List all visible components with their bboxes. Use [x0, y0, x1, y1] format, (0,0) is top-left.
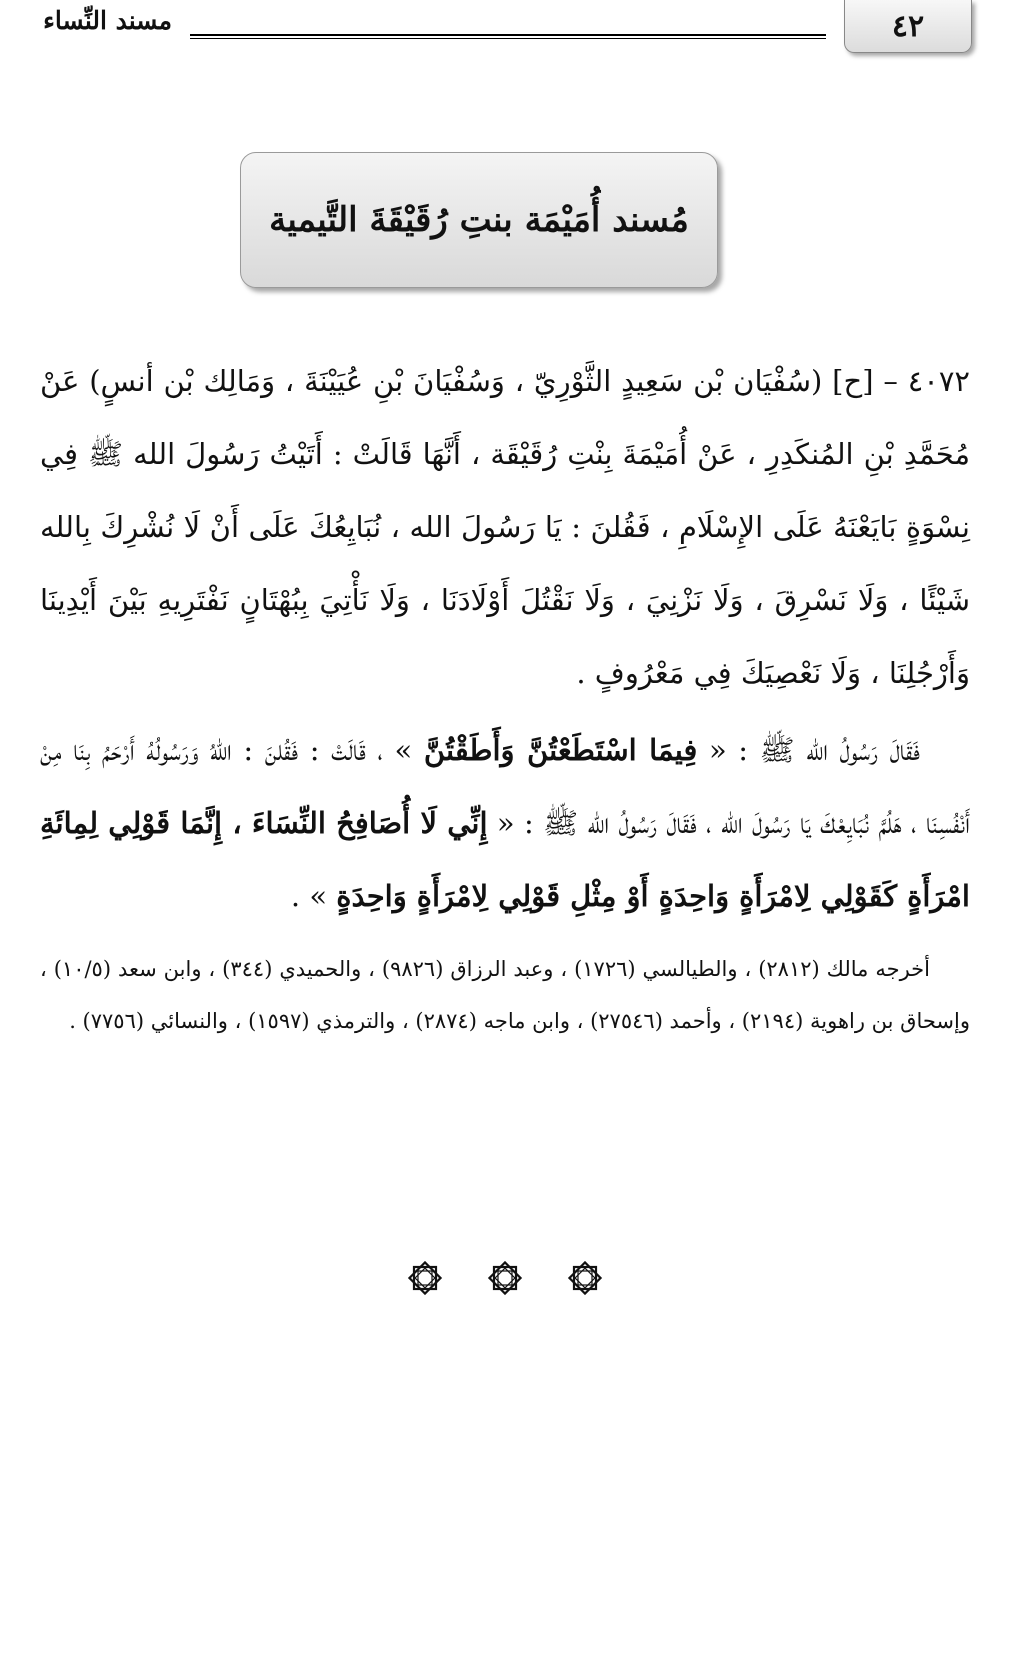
text-run: » ، قَالَتْ : فَقُلنَ : اللهُ وَرَسُولُهُ أَرْحَمُ بِنَا مِنْ أَنْفُسِنَا ، هَلُمَّ نُبَايِعْكَ يَا رَسُولَ الله ، فَقَالَ رَسُولُ الله ﷺ : « [40, 733, 971, 840]
running-title: مسند النِّساء [43, 6, 172, 35]
hadith-paragraph-1: ٤٠٧٢ – [ح] (سُفْيَان بْن سَعِيدٍ الثَّوْرِيّ ، وَسُفْيَانَ بْنِ عُيَيْنَةَ ، وَمَالِك بْن أنسٍ) عَنْ مُحَمَّدِ بْنِ المُنكَدِرِ ، عَنْ أُمَيْمَةَ بِنْتِ رُقَيْقَة ، أَنَّهَا قَالَتْ : أَتَيْتُ رَسُولَ الله ﷺ فِي نِسْوَةٍ بَايَعْنَهُ عَلَى الإِسْلَامِ ، فَقُلنَ : يَا رَسُولَ الله ، نُبَايِعُكَ عَلَى أَنْ لَا نُشْرِكَ بِالله شَيْئًا ، وَلَا نَسْرِقَ ، وَلَا نَزْنِيَ ، وَلَا نَقْتُلَ أَوْلَادَنَا ، وَلَا نَأْتِيَ بِبُهْتَانٍ نَفْتَرِيهِ بَيْنَ أَيْدِينَا وَأَرْجُلِنَا ، وَلَا نَعْصِيَكَ فِي مَعْرُوفٍ . [40, 364, 970, 690]
prophet-quote-2: إِنِّي لَا أُصَافِحُ النِّسَاءَ ، إِنَّمَا قَوْلِي لِمِائَةِ امْرَأَةٍ كَقَوْلِي لِامْرَأَةٍ وَاحِدَةٍ أَوْ مِثْلِ قَوْلِي لِامْرَأَةٍ وَاحِدَةٍ [40, 806, 970, 913]
header-rule [190, 34, 826, 39]
section-end-ornaments [0, 1258, 1010, 1304]
eight-point-star-icon [405, 1258, 445, 1298]
section-title: مُسند أُمَيْمَة بنتِ رُقَيْقَةَ التَّيمية [240, 152, 718, 288]
page-body [40, 345, 970, 1068]
text-run: » . [290, 879, 328, 913]
page-header [0, 0, 1010, 60]
prophet-quote-1: فِيمَا اسْتَطَعْتُنَّ وَأَطَقْتُنَّ [423, 733, 698, 767]
eight-point-star-icon [565, 1258, 605, 1298]
text-run: فَقَالَ رَسُولُ الله ﷺ : « [708, 733, 921, 767]
eight-point-star-icon [485, 1258, 525, 1298]
footnote: أخرجه مالك (٢٨١٢) ، والطيالسي (١٧٢٦) ، وعبد الرزاق (٩٨٢٦) ، والحميدي (٣٤٤) ، وابن سعد (١٠/٥) ، وإسحاق بن راهوية (٢١٩٤) ، وأحمد (٢٧٥٤٦) ، وابن ماجه (٢٨٧٤) ، والترمذي (١٥٩٧) ، والنسائي (٧٧٥٦) . [40, 957, 970, 1033]
page-number: ٤٢ [844, 0, 972, 53]
hadith-paragraph-2 [40, 714, 970, 933]
